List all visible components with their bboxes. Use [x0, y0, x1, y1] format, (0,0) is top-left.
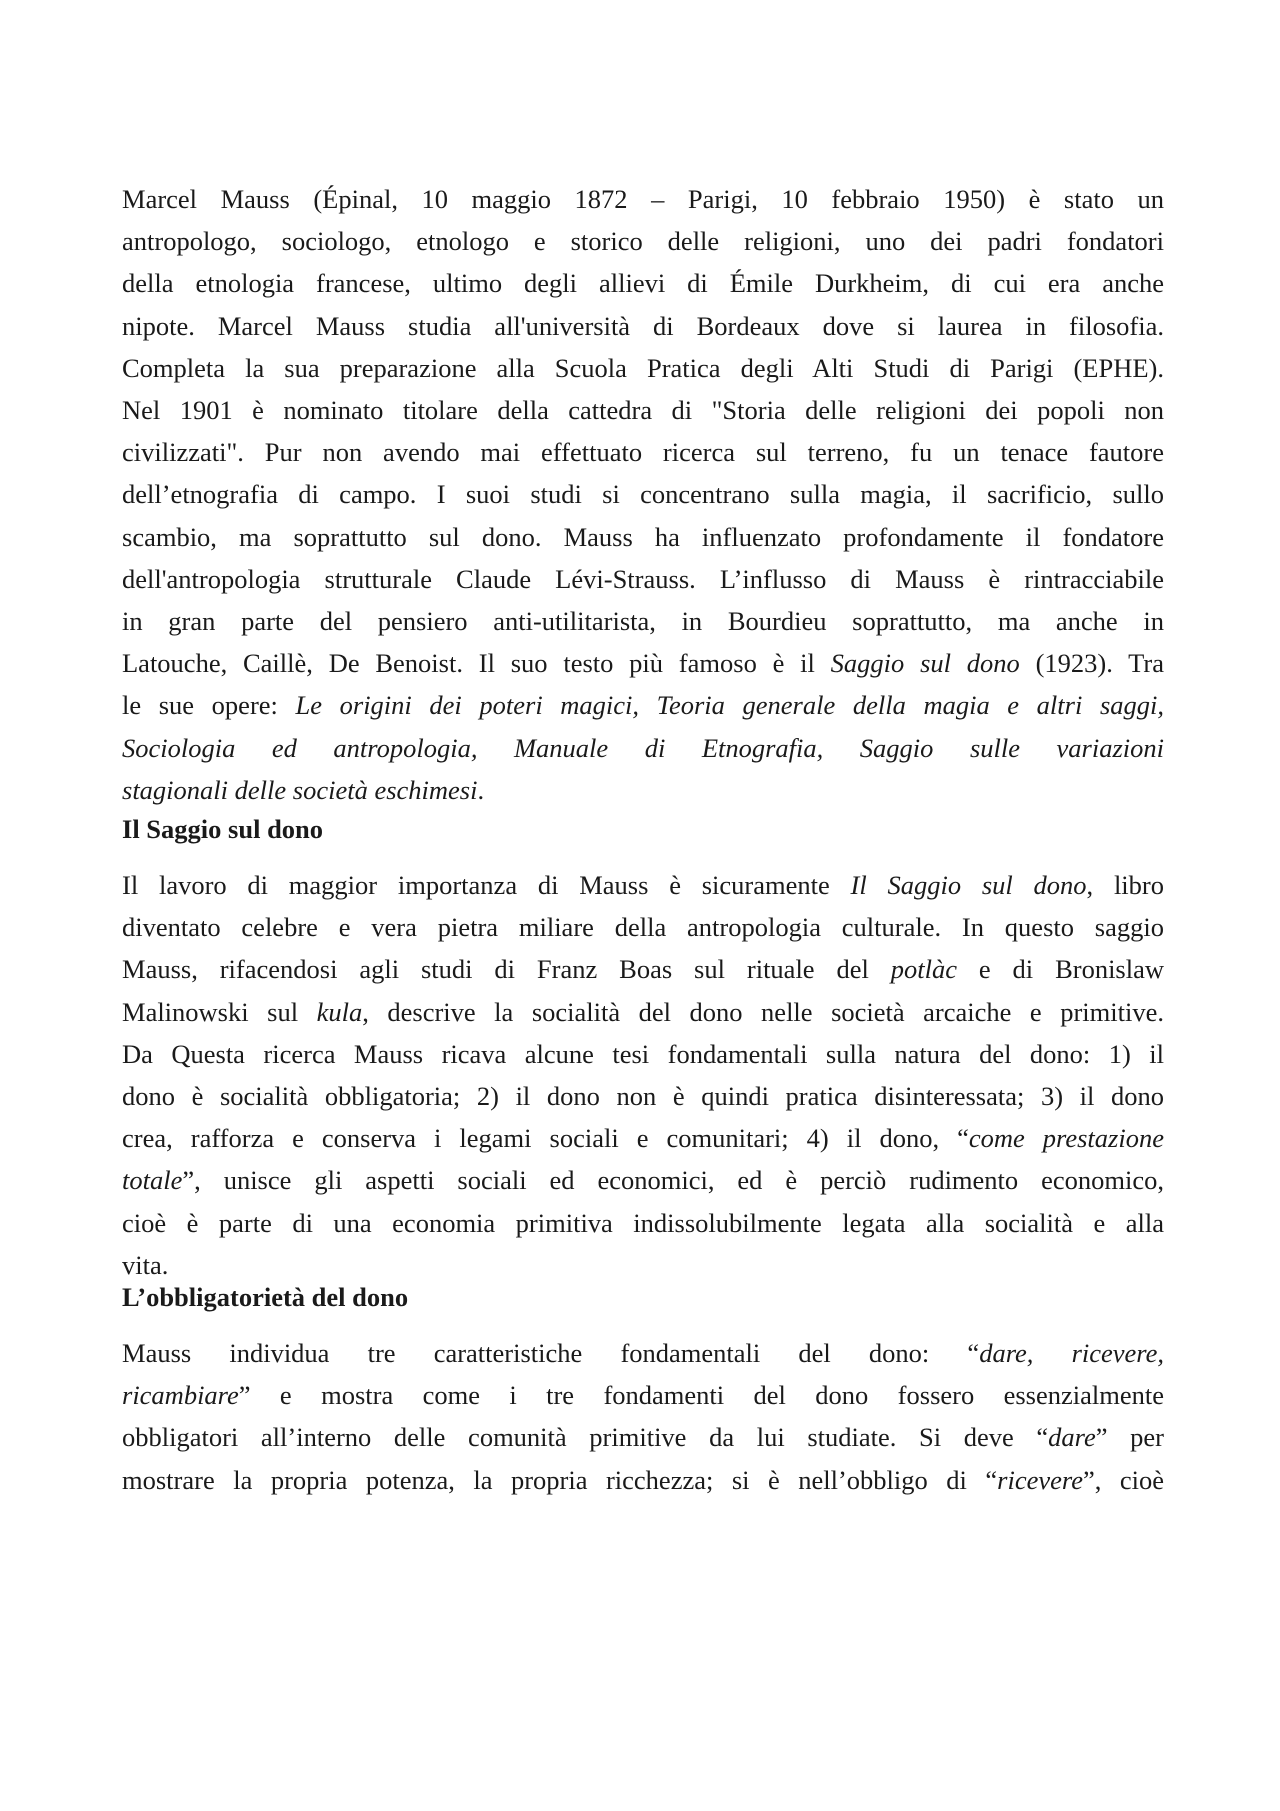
italic-text: come prestazione — [968, 1123, 1164, 1154]
text-line: in gran parte del pensiero anti-utilitarista, in Bourdieu soprattutto, ma anche in — [122, 606, 1164, 637]
text-line: Marcel Mauss (Épinal, 10 maggio 1872 – Parigi, 10 febbraio 1950) è stato un — [122, 184, 1164, 214]
text-line: crea, rafforza e conserva i legami sociali e comunitari; 4) il dono, “come prestazione — [122, 1123, 1164, 1154]
italic-text: Sociologia ed antropologia, Manuale di Etnografia, Saggio sulle variazioni — [122, 732, 1164, 763]
text-line: Mauss, rifacendosi agli studi di Franz Boas sul rituale del potlàc e di Bronislaw — [122, 954, 1165, 985]
italic-text: dare, ricevere, — [979, 1338, 1165, 1368]
italic-text: stagionali delle società eschimesi — [122, 774, 478, 805]
text-line: Mauss individua tre caratteristiche fondamentali del dono: “dare, ricevere, — [122, 1338, 1165, 1368]
text-line: Malinowski sul kula, descrive la socialità del dono nelle società arcaiche e primitive. — [122, 996, 1164, 1027]
text-line: totale”, unisce gli aspetti sociali ed economici, ed è perciò rudimento economico, — [122, 1165, 1164, 1196]
heading-obbligatorieta-del-dono: L’obbligatorietà del dono — [122, 1282, 409, 1312]
italic-text: ricambiare — [122, 1380, 239, 1411]
text-line: dell’etnografia di campo. I suoi studi si concentrano sulla magia, il sacrificio, sullo — [122, 479, 1164, 510]
paragraph-obbligatorieta — [122, 1332, 1164, 1501]
text-line: cioè è parte di una economia primitiva indissolubilmente legata alla socialità e alla — [122, 1207, 1164, 1238]
italic-text: Saggio sul dono — [830, 648, 1020, 679]
text-line: le sue opere: Le origini dei poteri magici, Teoria generale della magia e altri saggi, — [122, 690, 1164, 721]
heading-saggio-sul-dono: Il Saggio sul dono — [122, 814, 324, 844]
italic-text: ricevere — [997, 1464, 1083, 1495]
italic-text: Il Saggio sul dono — [850, 870, 1087, 900]
text-line: civilizzati". Pur non avendo mai effettuato ricerca sul terreno, fu un tenace fautore — [122, 437, 1164, 468]
text-line: Il lavoro di maggior importanza di Mauss è sicuramente Il Saggio sul dono, libro — [122, 870, 1164, 900]
text-line: Latouche, Caillè, De Benoist. Il suo testo più famoso è il Saggio sul dono (1923). Tra — [122, 648, 1164, 679]
text-line: Completa la sua preparazione alla Scuola Pratica degli Alti Studi di Parigi (EPHE). — [122, 352, 1164, 383]
italic-text: totale — [122, 1165, 183, 1196]
text-line: nipote. Marcel Mauss studia all'università di Bordeaux dove si laurea in filosofia. — [122, 310, 1164, 341]
italic-text: kula — [316, 996, 363, 1027]
paragraph-biography — [122, 178, 1164, 811]
text-line — [122, 727, 1164, 769]
text-line: vita. — [122, 1249, 169, 1280]
paragraph-saggio-sul-dono — [122, 864, 1164, 1286]
text-line: Nel 1901 è nominato titolare della cattedra di "Storia delle religioni dei popoli non — [122, 395, 1164, 426]
text-line: Da Questa ricerca Mauss ricava alcune tesi fondamentali sulla natura del dono: 1) il — [122, 1038, 1164, 1069]
italic-text: dare — [1048, 1422, 1096, 1453]
text-line: dell'antropologia strutturale Claude Lévi-Strauss. L’influsso di Mauss è rintracciabile — [122, 563, 1164, 594]
text-line: antropologo, sociologo, etnologo e storico delle religioni, uno dei padri fondatori — [122, 226, 1164, 257]
text-line: ricambiare” e mostra come i tre fondamenti del dono fossero essenzialmente — [122, 1380, 1164, 1411]
italic-text: potlàc — [890, 954, 957, 985]
text-line: obbligatori all’interno delle comunità primitive da lui studiate. Si deve “dare” per — [122, 1422, 1164, 1453]
text-line: stagionali delle società eschimesi. — [122, 774, 485, 805]
text-line: della etnologia francese, ultimo degli allievi di Émile Durkheim, di cui era anche — [122, 268, 1164, 299]
text-line: mostrare la propria potenza, la propria ricchezza; si è nell’obbligo di “ricevere”, cioè — [122, 1464, 1164, 1495]
text-line: diventato celebre e vera pietra miliare della antropologia culturale. In questo saggio — [122, 912, 1164, 943]
italic-text: Le origini dei poteri magici, Teoria generale della magia e altri saggi, — [295, 690, 1164, 721]
text-line: scambio, ma soprattutto sul dono. Mauss ha influenzato profondamente il fondatore — [122, 521, 1164, 552]
text-line: dono è socialità obbligatoria; 2) il dono non è quindi pratica disinteressata; 3) il dono — [122, 1081, 1164, 1112]
